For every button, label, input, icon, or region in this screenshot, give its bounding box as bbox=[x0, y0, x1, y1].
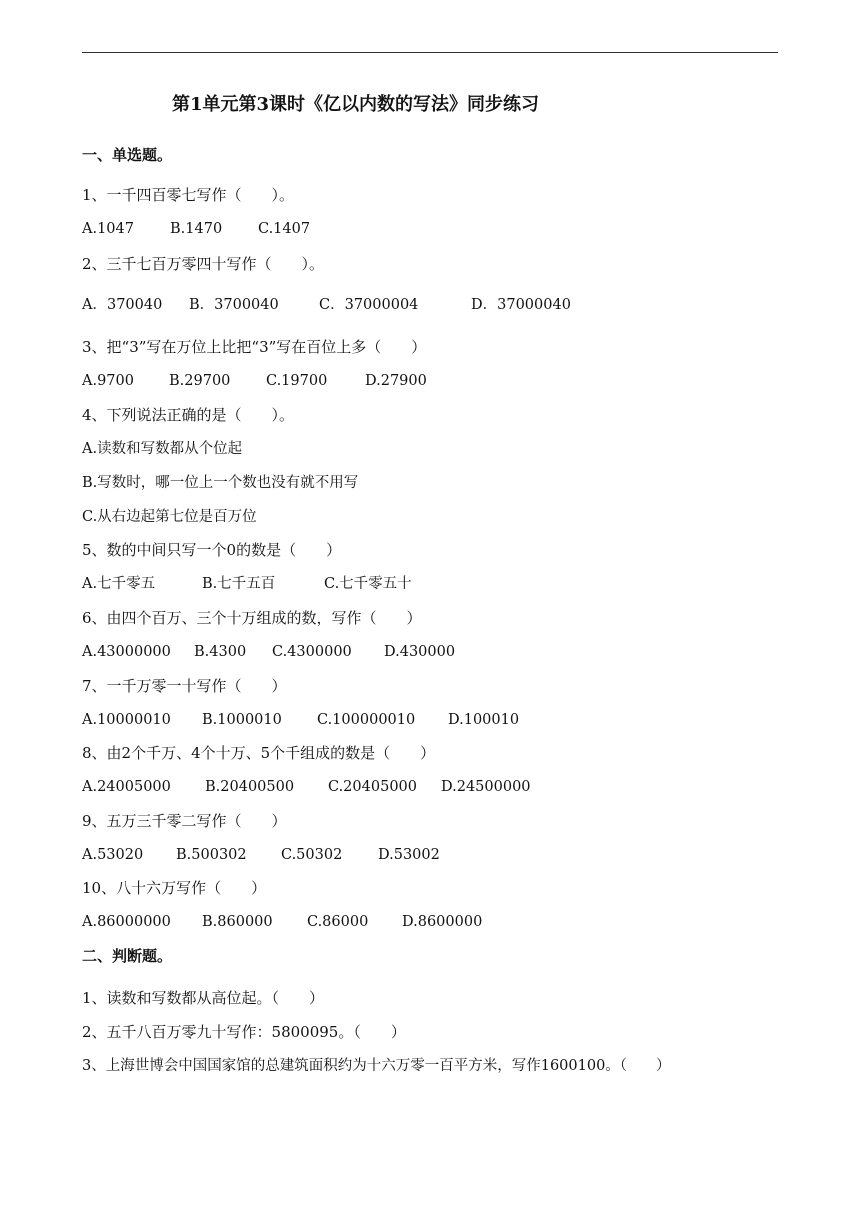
option-d: D.27900 bbox=[365, 373, 427, 389]
question-text: 9、五万三千零二写作（ ） bbox=[82, 812, 287, 830]
option-d: D.430000 bbox=[384, 644, 456, 660]
question-text: 6、由四个百万、三个十万组成的数，写作（ ） bbox=[82, 609, 422, 627]
page-title: 第1单元第3课时《亿以内数的写法》同步练习 bbox=[172, 94, 540, 115]
header-rule bbox=[82, 52, 778, 53]
question-text: 3、上海世博会中国国家馆的总建筑面积约为十六万零一百平方米，写作1600100。（ ） bbox=[82, 1058, 671, 1074]
option-b: B.29700 bbox=[169, 373, 231, 389]
option-a: A.七千零五 bbox=[82, 576, 156, 592]
question-text: 2、三千七百万零四十写作（ ）。 bbox=[82, 255, 325, 273]
option-d: D.24500000 bbox=[441, 779, 531, 795]
question-text: 1、读数和写数都从高位起。（ ） bbox=[82, 989, 325, 1007]
option-a: A.9700 bbox=[82, 373, 134, 389]
question-text: 3、把“3”写在万位上比把“3”写在百位上多（ ） bbox=[82, 338, 427, 356]
option-a: A．370040 bbox=[82, 297, 163, 313]
option-b: B．3700040 bbox=[189, 297, 279, 313]
option-c: C.86000 bbox=[307, 914, 369, 930]
option-c: C.七千零五十 bbox=[324, 576, 412, 592]
question-text: 1、一千四百零七写作（ ）。 bbox=[82, 186, 295, 204]
question-text: 8、由2个千万、4个十万、5个千组成的数是（ ） bbox=[82, 744, 436, 762]
option-b: B.1470 bbox=[170, 221, 223, 237]
option-c: C.从右边起第七位是百万位 bbox=[82, 509, 257, 525]
option-a: A.53020 bbox=[82, 847, 144, 863]
option-b: B.20400500 bbox=[205, 779, 295, 795]
option-b: B.4300 bbox=[194, 644, 247, 660]
option-a: A.10000010 bbox=[82, 712, 171, 728]
option-a: A.86000000 bbox=[82, 914, 171, 930]
option-a: A.读数和写数都从个位起 bbox=[82, 441, 243, 457]
question-text: 10、八十六万写作（ ） bbox=[82, 879, 267, 897]
option-a: A.43000000 bbox=[82, 644, 171, 660]
option-c: C.19700 bbox=[266, 373, 328, 389]
option-b: B.七千五百 bbox=[202, 576, 276, 592]
option-c: C.50302 bbox=[281, 847, 343, 863]
option-c: C.1407 bbox=[258, 221, 311, 237]
option-c: C．37000004 bbox=[319, 297, 419, 313]
option-a: A.24005000 bbox=[82, 779, 171, 795]
option-d: D．37000040 bbox=[471, 297, 571, 313]
option-b: B.写数时，哪一位上一个数也没有就不用写 bbox=[82, 475, 359, 491]
option-d: D.100010 bbox=[448, 712, 520, 728]
option-d: D.8600000 bbox=[402, 914, 483, 930]
option-c: C.100000010 bbox=[317, 712, 416, 728]
option-d: D.53002 bbox=[378, 847, 440, 863]
section-heading: 二、判断题。 bbox=[82, 947, 173, 965]
option-b: B.1000010 bbox=[202, 712, 282, 728]
option-a: A.1047 bbox=[82, 221, 134, 237]
option-b: B.500302 bbox=[176, 847, 247, 863]
question-text: 5、数的中间只写一个0的数是（ ） bbox=[82, 541, 342, 559]
question-text: 7、一千万零一十写作（ ） bbox=[82, 677, 287, 695]
section-heading: 一、单选题。 bbox=[82, 146, 173, 164]
option-b: B.860000 bbox=[202, 914, 273, 930]
question-text: 4、下列说法正确的是（ ）。 bbox=[82, 406, 295, 424]
option-c: C.20405000 bbox=[328, 779, 417, 795]
option-c: C.4300000 bbox=[272, 644, 352, 660]
question-text: 2、五千八百万零九十写作：5800095。（ ） bbox=[82, 1023, 406, 1041]
